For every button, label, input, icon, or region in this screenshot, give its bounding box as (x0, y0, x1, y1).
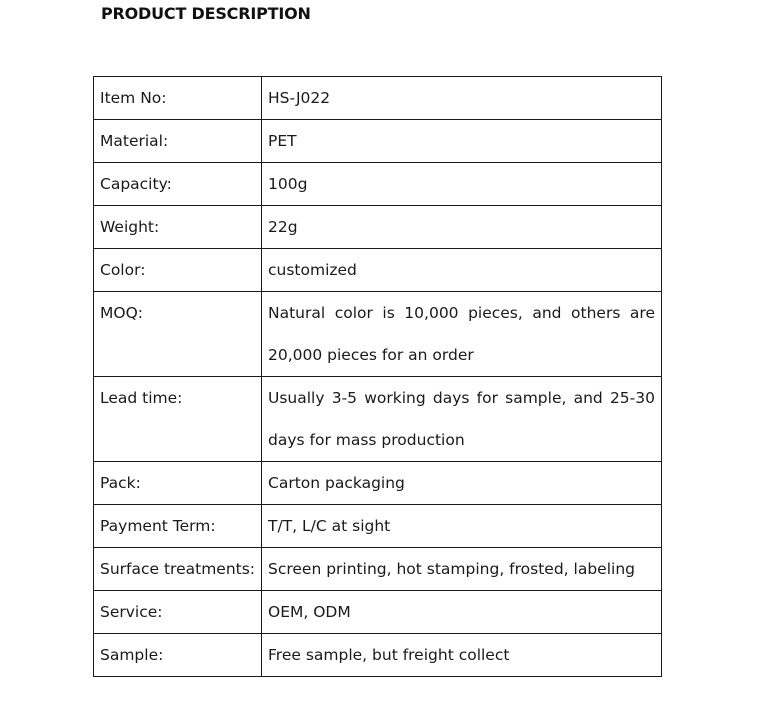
row-value: Free sample, but freight collect (262, 634, 662, 677)
page-title: PRODUCT DESCRIPTION (101, 4, 311, 23)
table-row-material (94, 120, 662, 163)
row-label: Sample: (94, 634, 262, 677)
row-value: PET (262, 120, 662, 163)
table-row-sample (94, 634, 662, 677)
row-value: T/T, L/C at sight (262, 505, 662, 548)
row-label: Material: (94, 120, 262, 163)
row-value: 100g (262, 163, 662, 206)
row-value: OEM, ODM (262, 591, 662, 634)
table-row-weight (94, 206, 662, 249)
table-row-lead-time (94, 377, 662, 462)
row-label: Lead time: (94, 377, 262, 462)
row-label: Weight: (94, 206, 262, 249)
table-row-payment-term (94, 505, 662, 548)
table-row-moq (94, 292, 662, 377)
row-value: Natural color is 10,000 pieces, and others are 20,000 pieces for an order (262, 292, 662, 377)
row-label: Color: (94, 249, 262, 292)
row-label: Service: (94, 591, 262, 634)
table-row-service (94, 591, 662, 634)
row-label: Item No: (94, 77, 262, 120)
row-label: MOQ: (94, 292, 262, 377)
row-value: HS-J022 (262, 77, 662, 120)
table-row-capacity (94, 163, 662, 206)
table-row-surface-treatments (94, 548, 662, 591)
table-row-color (94, 249, 662, 292)
row-label: Pack: (94, 462, 262, 505)
row-label: Surface treatments: (94, 548, 262, 591)
row-label: Payment Term: (94, 505, 262, 548)
row-value: Screen printing, hot stamping, frosted, labeling (262, 548, 662, 591)
row-value: Usually 3-5 working days for sample, and 25-30 days for mass production (262, 377, 662, 462)
product-spec-table (93, 76, 662, 677)
row-value: customized (262, 249, 662, 292)
row-label: Capacity: (94, 163, 262, 206)
row-value: 22g (262, 206, 662, 249)
table-row-item-no (94, 77, 662, 120)
row-value: Carton packaging (262, 462, 662, 505)
table-row-pack (94, 462, 662, 505)
